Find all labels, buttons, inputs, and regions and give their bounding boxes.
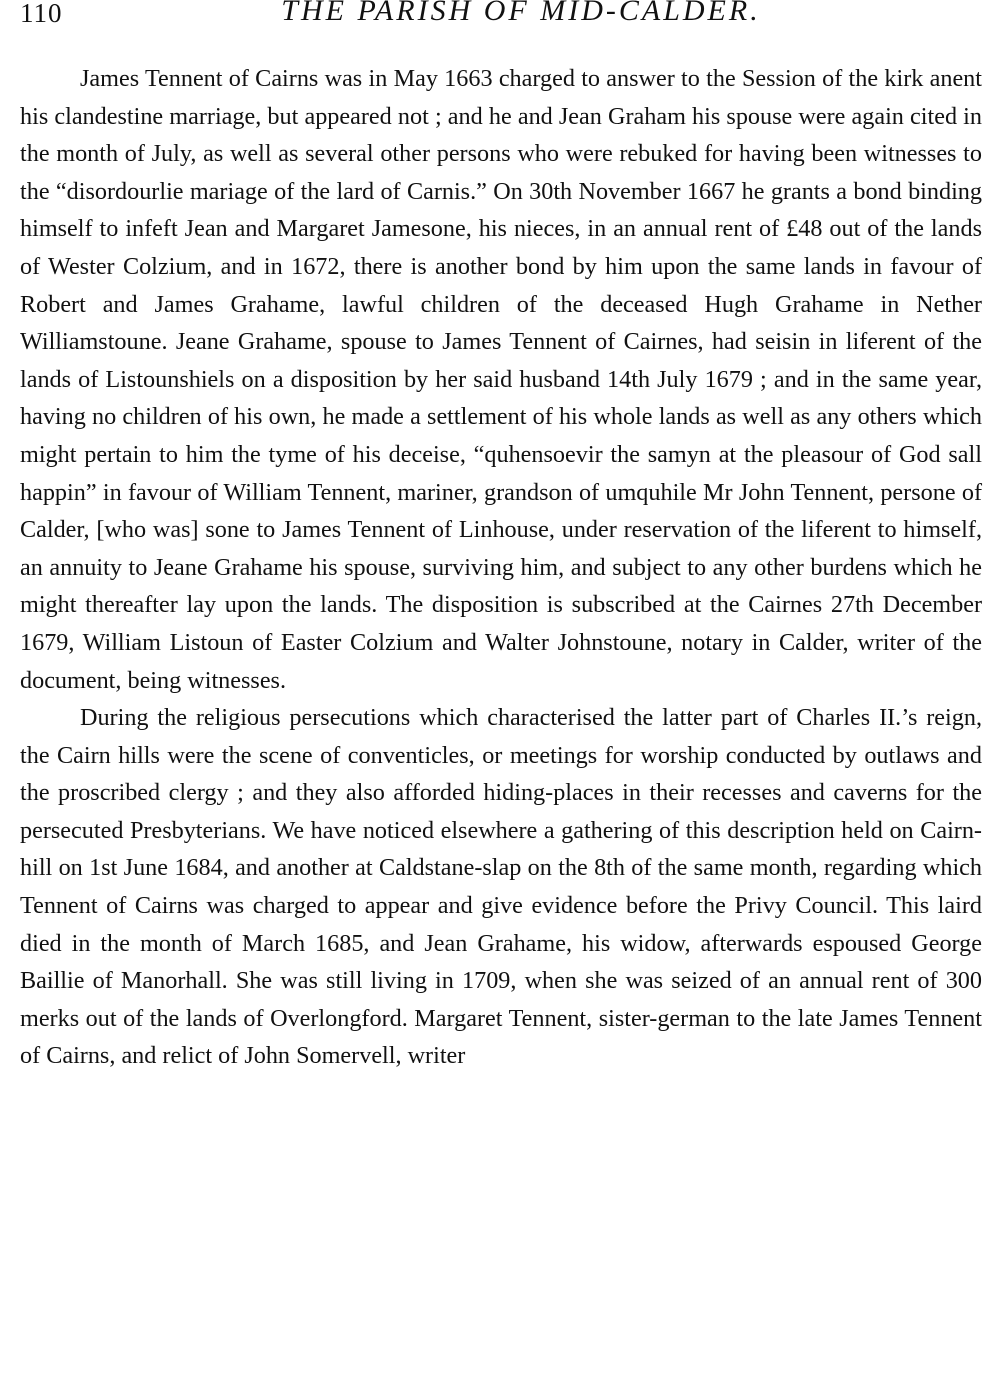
paragraph-2: During the religious persecutions which characterised the latter part of Charles II.’s reign, the Cairn hills were the scene of conventicles, or meetings for worship conducted by outlaws and the proscribed clergy ; and they also afforded hiding-places in their recesses and caverns for the persecuted Presbyterians. We have noticed elsewhere a gathering of this description held on Cairn-hill on 1st June 1684, and another at Caldstane-slap on the 8th of the same month, regarding which Tennent of Cairns was charged to appear and give evidence before the Privy Council. This laird died in the month of March 1685, and Jean Grahame, his widow, afterwards espoused George Baillie of Manorhall. She was still living in 1709, when she was seized of an annual rent of 300 merks out of the lands of Overlongford. Margaret Tennent, sister-german to the late James Tennent of Cairns, and relict of John Somervell, writer [20, 704, 982, 1070]
page-number: 110 [20, 0, 63, 28]
body-text [20, 60, 982, 1075]
paragraph-1: James Tennent of Cairns was in May 1663 charged to answer to the Session of the kirk anent his clandestine marriage, but appeared not ; and he and Jean Graham his spouse were again cited in the month of July, as well as several other persons who were rebuked for having been witnesses to the “disordourlie mariage of the lard of Carnis.” On 30th November 1667 he grants a bond binding himself to infeft Jean and Margaret Jamesone, his nieces, in an annual rent of £48 out of the lands of Wester Colzium, and in 1672, there is another bond by him upon the same lands in favour of Robert and James Grahame, lawful children of the deceased Hugh Grahame in Nether Williamstoune. Jeane Grahame, spouse to James Tennent of Cairnes, had seisin in liferent of the lands of Listounshiels on a disposition by her said husband 14th July 1679 ; and in the same year, having no children of his own, he made a settlement of his whole lands as well as any others which might pertain to him the tyme of his deceise, “quhensoevir the samyn at the pleasour of God sall happin” in favour of William Tennent, mariner, grandson of umquhile Mr John Tennent, persone of Calder, [who was] sone to James Tennent of Linhouse, under reservation of the liferent to himself, an annuity to Jeane Grahame his spouse, surviving him, and subject to any other burdens which he might thereafter lay upon the lands. The disposition is subscribed at the Cairnes 27th December 1679, William Listoun of Easter Colzium and Walter Johnstoune, notary in Calder, writer of the document, being witnesses. [20, 65, 982, 694]
running-head: THE PARISH OF MID-CALDER. [281, 0, 761, 27]
page-header [20, 0, 982, 44]
